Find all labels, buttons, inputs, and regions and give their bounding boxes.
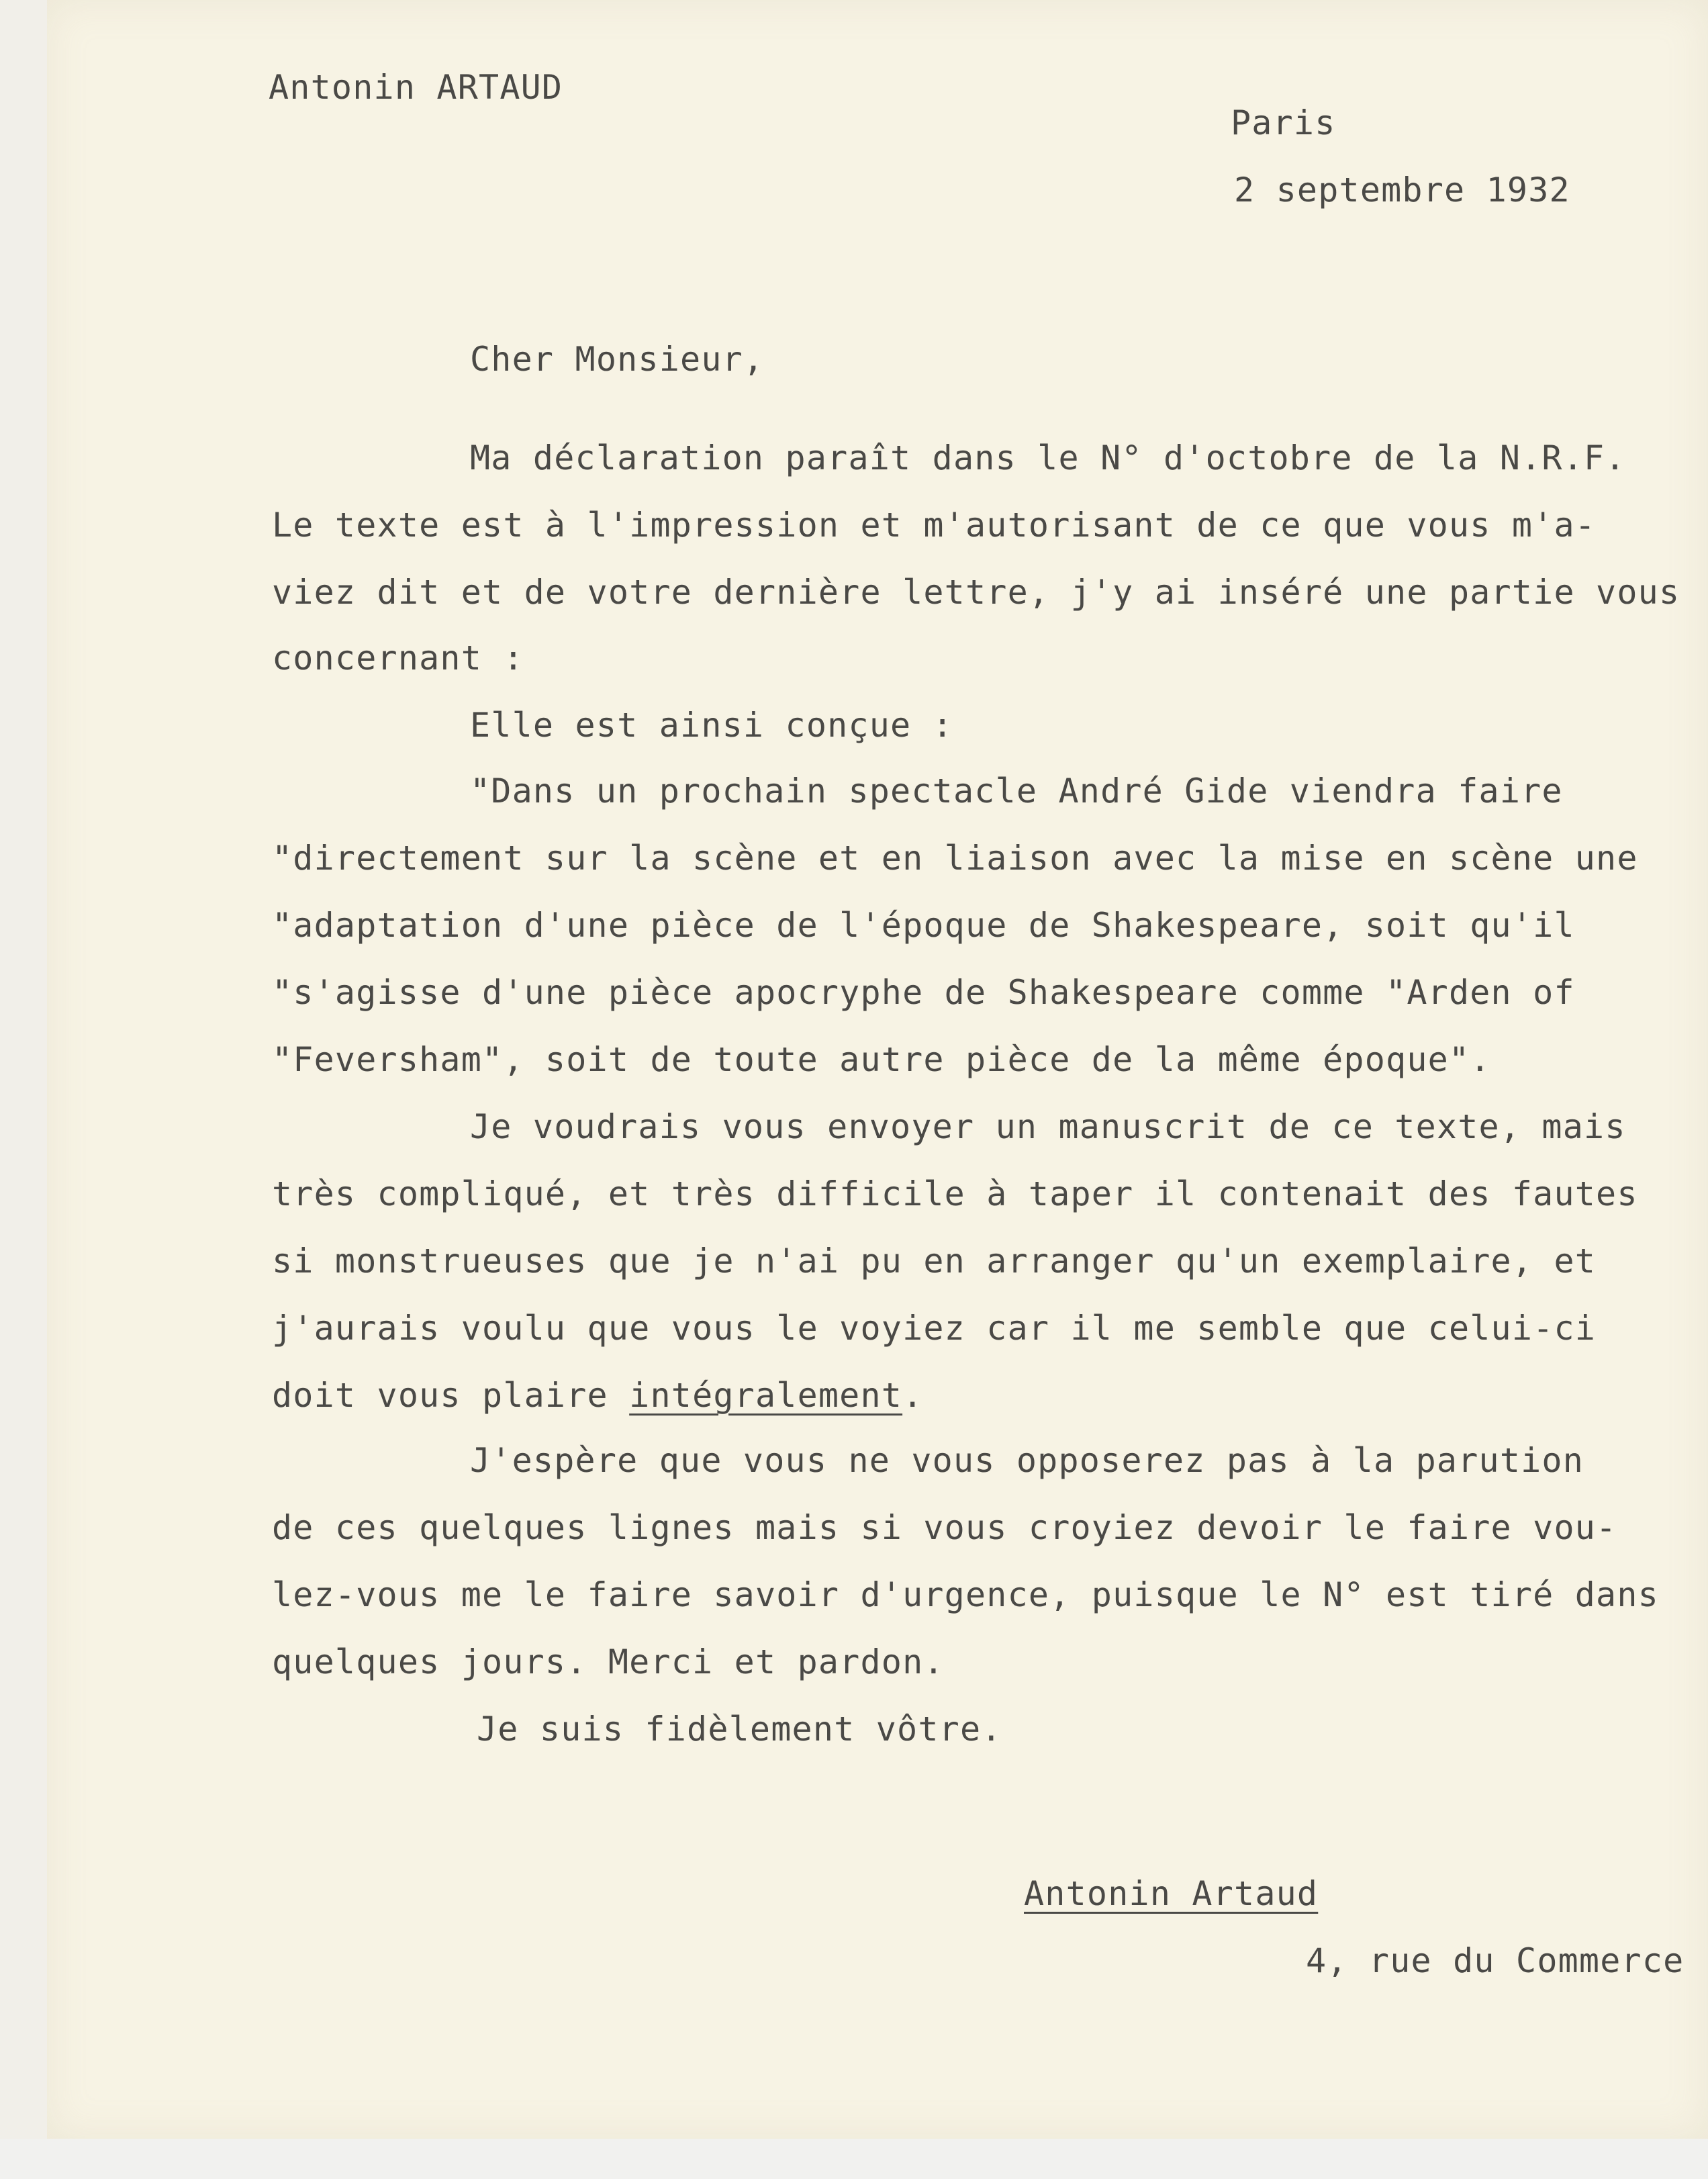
body-line-9: j'aurais voulu que vous le voyiez car il me semble que celui-ci — [272, 1309, 1597, 1348]
scan-margin — [0, 2139, 1708, 2179]
letter-date: 2 septembre 1932 — [1234, 171, 1570, 210]
body-line-7: très compliqué, et très difficile à taper il contenait des fautes — [272, 1174, 1638, 1213]
sender-name: Antonin ARTAUD — [269, 68, 563, 107]
body-line-12: de ces quelques lignes mais si vous croyiez devoir le faire vou- — [272, 1508, 1617, 1547]
underlined-tail: . — [902, 1376, 924, 1415]
body-line-6: Je voudrais vous envoyer un manuscrit de ce texte, mais — [470, 1107, 1626, 1146]
body-line-5: Elle est ainsi conçue : — [470, 706, 953, 745]
body-line-11: J'espère que vous ne vous opposerez pas à la parution — [470, 1441, 1584, 1480]
body-line-10-text: doit vous plaire — [272, 1376, 630, 1415]
body-line-8: si monstrueuses que je n'ai pu en arranger qu'un exemplaire, et — [272, 1242, 1597, 1281]
closing: Je suis fidèlement vôtre. — [477, 1710, 1002, 1749]
body-line-1: Ma déclaration paraît dans le N° d'octobre de la N.R.F. — [470, 438, 1626, 477]
body-line-10 — [272, 1375, 923, 1416]
quote-line-1: "Dans un prochain spectacle André Gide viendra faire — [470, 772, 1563, 810]
address: 4, rue du Commerce — [1306, 1941, 1685, 1980]
letter-place: Paris — [1231, 103, 1336, 142]
body-line-2: Le texte est à l'impression et m'autorisant de ce que vous m'a- — [272, 506, 1597, 545]
body-line-14: quelques jours. Merci et pardon. — [272, 1642, 945, 1681]
quote-line-5: "Feversham", soit de toute autre pièce de la même époque". — [272, 1040, 1491, 1079]
body-line-13: lez-vous me le faire savoir d'urgence, puisque le N° est tiré dans — [272, 1575, 1659, 1614]
underlined-word: intégralement — [629, 1376, 903, 1415]
salutation: Cher Monsieur, — [470, 340, 765, 379]
quote-line-3: "adaptation d'une pièce de l'époque de Shakespeare, soit qu'il — [272, 906, 1575, 945]
quote-line-2: "directement sur la scène et en liaison avec la mise en scène une — [272, 839, 1638, 878]
body-line-4: concernant : — [272, 639, 524, 678]
body-line-3: viez dit et de votre dernière lettre, j'y ai inséré une partie vous — [272, 573, 1680, 612]
quote-line-4: "s'agisse d'une pièce apocryphe de Shakespeare comme "Arden of — [272, 973, 1575, 1012]
signature: Antonin Artaud — [1024, 1874, 1319, 1913]
